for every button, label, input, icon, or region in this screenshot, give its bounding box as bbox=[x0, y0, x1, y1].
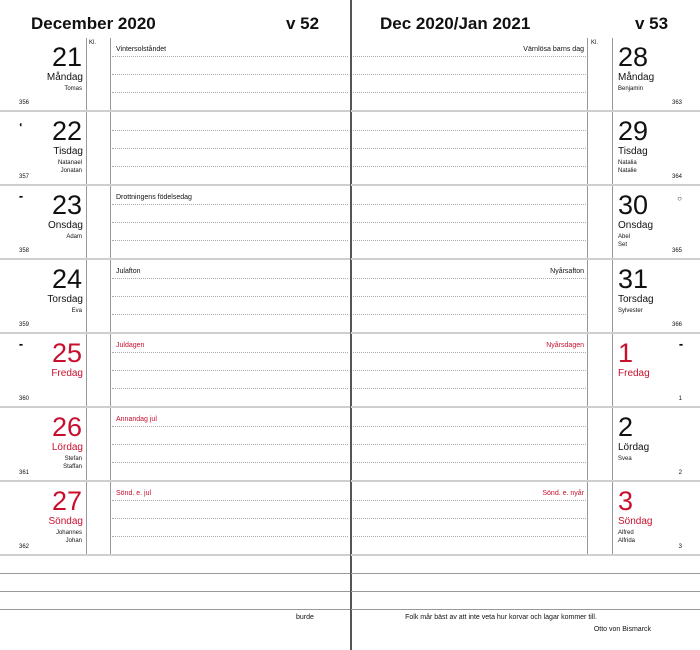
right-dotted-rule bbox=[353, 462, 586, 463]
right-dotted-rule bbox=[353, 536, 586, 537]
left-event-text: Juldagen bbox=[116, 342, 145, 349]
right-name-day: Set bbox=[618, 242, 628, 248]
right-dotted-rule bbox=[353, 314, 586, 315]
right-weekday: Tisdag bbox=[618, 146, 648, 157]
left-dotted-rule bbox=[112, 518, 348, 519]
left-name-day: Eva bbox=[71, 308, 82, 314]
right-name-day: Abel bbox=[618, 234, 631, 240]
right-footer-line-2 bbox=[351, 591, 700, 592]
right-dotted-rule bbox=[353, 518, 586, 519]
left-day-number: 24 bbox=[51, 264, 82, 294]
right-name-day: Sylvester bbox=[618, 308, 643, 314]
right-day-number: 1 bbox=[618, 338, 634, 368]
left-day-row bbox=[0, 38, 350, 112]
left-event-text: Sönd. e. jul bbox=[116, 490, 152, 497]
left-weekday: Fredag bbox=[51, 368, 83, 379]
right-event-text: Sönd. e. nyår bbox=[542, 490, 584, 497]
right-day-number: 2 bbox=[618, 412, 634, 442]
moon-full-icon: ○ bbox=[677, 194, 682, 203]
left-weekday: Tisdag bbox=[53, 146, 83, 157]
left-dotted-rule bbox=[112, 314, 348, 315]
right-day-of-year: 365 bbox=[671, 248, 682, 254]
left-day-row bbox=[0, 334, 350, 408]
left-day-of-year: 358 bbox=[19, 248, 30, 254]
right-day-number: 28 bbox=[618, 42, 649, 72]
left-dotted-rule bbox=[112, 148, 348, 149]
left-day-row bbox=[0, 408, 350, 482]
quote-author: Otto von Bismarck bbox=[593, 626, 651, 633]
right-day-row bbox=[351, 112, 700, 186]
right-weekday: Torsdag bbox=[618, 294, 654, 305]
right-week-number: v 53 bbox=[635, 14, 669, 33]
right-name-day: Benjamin bbox=[618, 86, 644, 92]
left-name-day: Natanael bbox=[57, 160, 82, 166]
left-dotted-rule bbox=[112, 166, 348, 167]
right-dotted-rule bbox=[353, 352, 586, 353]
left-name-day: Stefan bbox=[64, 456, 82, 462]
right-day-number: 29 bbox=[618, 116, 649, 146]
flag-day-icon: ▪▪ bbox=[19, 342, 22, 349]
right-day-of-year: 2 bbox=[678, 470, 682, 476]
flag-day-icon: ▪▪ bbox=[19, 194, 22, 201]
flag-day-icon: ▪▪ bbox=[679, 342, 682, 349]
right-day-of-year: 3 bbox=[678, 544, 682, 550]
left-day-number: 26 bbox=[51, 412, 82, 442]
left-day-number: 22 bbox=[51, 116, 82, 146]
right-event-text: Nyårsdagen bbox=[546, 342, 584, 349]
moon-first-quarter-icon: ◐ bbox=[19, 120, 24, 129]
left-event-text: Drottningens födelsedag bbox=[116, 194, 192, 201]
left-weekday: Söndag bbox=[48, 516, 83, 527]
right-dotted-rule bbox=[353, 370, 586, 371]
left-name-day: Tomas bbox=[64, 86, 82, 92]
left-day-of-year: 357 bbox=[19, 174, 30, 180]
right-dotted-rule bbox=[353, 296, 586, 297]
right-day-separator bbox=[351, 554, 700, 556]
left-weekday: Onsdag bbox=[47, 220, 83, 231]
left-name-day: Johan bbox=[65, 538, 82, 544]
left-day-number: 21 bbox=[51, 42, 82, 72]
left-day-row bbox=[0, 186, 350, 260]
left-weekday: Måndag bbox=[46, 72, 83, 83]
right-day-row bbox=[351, 334, 700, 408]
right-dotted-rule bbox=[353, 166, 586, 167]
right-day-of-year: 366 bbox=[671, 322, 682, 328]
left-dotted-rule bbox=[112, 204, 348, 205]
left-day-of-year: 360 bbox=[19, 396, 30, 402]
left-day-number: 27 bbox=[51, 486, 82, 516]
left-dotted-rule bbox=[112, 222, 348, 223]
left-week-number: v 52 bbox=[286, 14, 320, 33]
right-event-text: Värnlösa barns dag bbox=[523, 46, 584, 53]
right-name-day: Natalie bbox=[618, 168, 637, 174]
right-day-number: 30 bbox=[618, 190, 649, 220]
right-day-number: 31 bbox=[618, 264, 649, 294]
left-dotted-rule bbox=[112, 444, 348, 445]
left-event-text: Vintersolståndet bbox=[116, 46, 167, 53]
right-dotted-rule bbox=[353, 500, 586, 501]
right-name-day: Natalia bbox=[618, 160, 637, 166]
left-day-row bbox=[0, 112, 350, 186]
left-footer-line-1 bbox=[0, 573, 350, 574]
left-footer-line-2 bbox=[0, 591, 350, 592]
right-day-row bbox=[351, 260, 700, 334]
right-day-row bbox=[351, 186, 700, 260]
left-name-day: Jonatan bbox=[60, 168, 82, 174]
left-footer-line-3 bbox=[0, 609, 350, 610]
right-day-of-year: 1 bbox=[678, 396, 682, 402]
left-dotted-rule bbox=[112, 426, 348, 427]
right-page bbox=[351, 0, 700, 650]
left-event-text: Annandag jul bbox=[116, 416, 157, 423]
left-dotted-rule bbox=[112, 462, 348, 463]
right-name-day: Alfred bbox=[618, 530, 634, 536]
left-dotted-rule bbox=[112, 56, 348, 57]
right-dotted-rule bbox=[353, 148, 586, 149]
left-day-number: 23 bbox=[51, 190, 82, 220]
left-day-row bbox=[0, 482, 350, 556]
right-name-day: Alfrida bbox=[618, 538, 636, 544]
left-name-day: Staffan bbox=[63, 464, 82, 470]
left-dotted-rule bbox=[112, 92, 348, 93]
left-day-of-year: 359 bbox=[19, 322, 30, 328]
left-day-of-year: 356 bbox=[19, 100, 30, 106]
right-dotted-rule bbox=[353, 204, 586, 205]
left-name-day: Adam bbox=[66, 234, 82, 240]
right-event-text: Nyårsafton bbox=[550, 268, 584, 275]
left-weekday: Torsdag bbox=[47, 294, 83, 305]
left-kl-label: Kl. bbox=[89, 40, 97, 46]
right-page-title: Dec 2020/Jan 2021 bbox=[380, 14, 531, 33]
right-day-row bbox=[351, 482, 700, 556]
right-dotted-rule bbox=[353, 92, 586, 93]
left-dotted-rule bbox=[112, 536, 348, 537]
right-dotted-rule bbox=[353, 388, 586, 389]
right-weekday: Måndag bbox=[618, 72, 655, 83]
left-weekday: Lördag bbox=[51, 442, 83, 453]
left-event-text: Julafton bbox=[116, 268, 141, 275]
left-day-number: 25 bbox=[51, 338, 82, 368]
left-dotted-rule bbox=[112, 370, 348, 371]
right-day-row bbox=[351, 408, 700, 482]
brand-logo: burde bbox=[296, 614, 314, 621]
left-dotted-rule bbox=[112, 130, 348, 131]
left-dotted-rule bbox=[112, 500, 348, 501]
left-dotted-rule bbox=[112, 74, 348, 75]
right-day-of-year: 363 bbox=[671, 100, 682, 106]
left-dotted-rule bbox=[112, 352, 348, 353]
right-day-row bbox=[351, 38, 700, 112]
right-weekday: Onsdag bbox=[618, 220, 654, 231]
right-dotted-rule bbox=[353, 56, 586, 57]
left-name-day: Johannes bbox=[55, 530, 82, 536]
left-day-of-year: 361 bbox=[19, 470, 30, 476]
left-page-title: December 2020 bbox=[31, 14, 156, 33]
right-dotted-rule bbox=[353, 74, 586, 75]
right-dotted-rule bbox=[353, 278, 586, 279]
quote-text: Folk mår bäst av att inte veta hur korvar och lagar kommer till. bbox=[405, 614, 597, 621]
right-weekday: Söndag bbox=[618, 516, 653, 527]
right-dotted-rule bbox=[353, 130, 586, 131]
left-day-row bbox=[0, 260, 350, 334]
right-footer-line-3 bbox=[351, 609, 700, 610]
right-kl-label: Kl. bbox=[591, 40, 599, 46]
left-dotted-rule bbox=[112, 278, 348, 279]
left-dotted-rule bbox=[112, 296, 348, 297]
right-dotted-rule bbox=[353, 240, 586, 241]
right-name-day: Svea bbox=[618, 456, 632, 462]
right-dotted-rule bbox=[353, 444, 586, 445]
right-weekday: Lördag bbox=[618, 442, 650, 453]
right-day-number: 3 bbox=[618, 486, 634, 516]
right-weekday: Fredag bbox=[618, 368, 650, 379]
right-dotted-rule bbox=[353, 222, 586, 223]
left-day-separator bbox=[0, 554, 350, 556]
left-dotted-rule bbox=[112, 240, 348, 241]
left-dotted-rule bbox=[112, 388, 348, 389]
right-footer-line-1 bbox=[351, 573, 700, 574]
right-dotted-rule bbox=[353, 426, 586, 427]
left-day-of-year: 362 bbox=[19, 544, 30, 550]
right-day-of-year: 364 bbox=[671, 174, 682, 180]
